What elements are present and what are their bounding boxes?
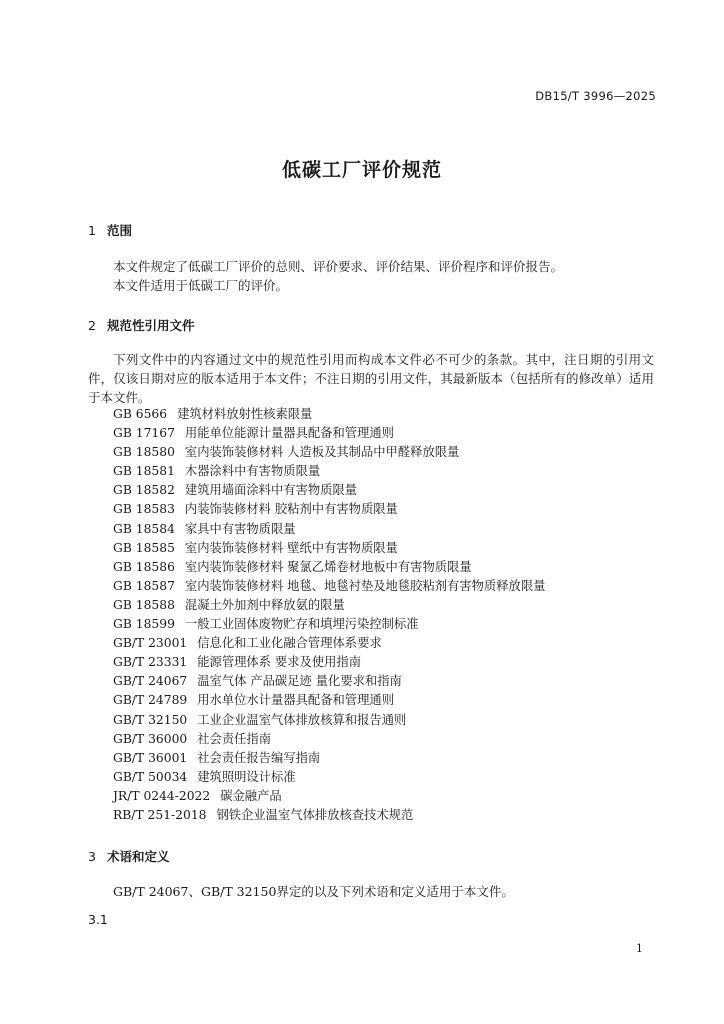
reference-code: GB 6566 [113,407,168,421]
reference-code: GB 18584 [113,521,175,536]
reference-title: 信息化和工业化融合管理体系要求 [197,636,382,651]
reference-item [113,615,545,634]
section-heading-terms [88,847,170,865]
reference-item [113,500,545,519]
reference-code: GB/T 23331 [113,655,188,670]
reference-item [113,577,545,596]
reference-code: GB/T 23001 [113,636,188,651]
reference-code: GB 18587 [113,578,175,593]
reference-title: 内装饰装修材料 胶粘剂中有害物质限量 [184,502,398,517]
reference-code: GB 17167 [113,426,175,441]
section-title: 规范性引用文件 [107,318,195,333]
reference-item [113,481,545,500]
reference-item [113,405,545,424]
reference-title: 建筑照明设计标准 [197,769,296,784]
reference-title: 木器涂料中有害物质限量 [184,464,321,479]
reference-code: GB/T 36001 [113,750,188,765]
terms-intro: GB/T 24067、GB/T 32150界定的以及下列术语和定义适用于本文件。 [113,884,514,899]
reference-code: GB 18583 [113,502,175,517]
normative-intro: 下列文件中的内容通过文中的规范性引用而构成本文件必不可少的条款。其中，注日期的引用文件，仅该日期对应的版本适用于本文件；不注日期的引用文件，其最新版本（包括所有的修改单）适用于本文件。 [88,352,654,405]
reference-item [113,443,545,462]
reference-code: GB 18588 [113,597,175,612]
reference-item [113,768,545,787]
reference-title: 建筑材料放射性核素限量 [177,407,313,421]
reference-item [113,806,545,825]
reference-title: 社会责任报告编写指南 [197,750,321,765]
reference-code: GB 18585 [113,540,175,555]
reference-title: 社会责任指南 [197,731,272,746]
reference-title: 室内装饰装修材料 聚氯乙烯卷材地板中有害物质限量 [184,559,472,574]
reference-code: GB 18581 [113,464,175,479]
standard-code: DB15/T 3996—2025 [535,89,656,103]
reference-item [113,634,545,653]
reference-item [113,558,545,577]
reference-item [113,539,545,558]
reference-code: GB/T 32150 [113,712,188,727]
reference-item [113,424,545,443]
reference-title: 能源管理体系 要求及使用指南 [197,655,362,670]
reference-title: 家具中有害物质限量 [184,521,296,536]
reference-title: 工业企业温室气体排放核算和报告通则 [197,712,407,727]
section-heading-normative [88,316,195,334]
reference-title: 温室气体 产品碳足迹 量化要求和指南 [197,674,402,689]
reference-item [113,711,545,730]
section-title: 范围 [107,223,133,238]
reference-item [113,653,545,672]
reference-code: GB/T 36000 [113,731,188,746]
section-number: 3 [88,849,96,864]
reference-title: 建筑用墙面涂料中有害物质限量 [184,483,358,498]
reference-title: 室内装饰装修材料 壁纸中有害物质限量 [184,540,398,555]
reference-code: GB/T 24067 [113,674,188,689]
reference-title: 钢铁企业温室气体排放核查技术规范 [216,807,414,822]
section-number: 2 [88,318,96,333]
reference-item [113,596,545,615]
reference-list [113,405,545,825]
reference-title: 碳金融产品 [220,788,282,803]
reference-code: GB 18599 [113,617,175,632]
reference-code: RB/T 251-2018 [113,807,207,822]
document-title: 低碳工厂评价规范 [281,159,442,181]
reference-item [113,520,545,539]
reference-item [113,462,545,481]
section-number: 1 [88,223,96,238]
reference-title: 混凝土外加剂中释放氨的限量 [184,597,345,612]
reference-title: 用水单位水计量器具配备和管理通则 [197,693,394,708]
reference-title: 一般工业固体废物贮存和填埋污染控制标准 [184,617,419,632]
section-heading-scope [88,221,132,239]
reference-code: GB 18580 [113,445,175,460]
reference-item [113,672,545,691]
reference-code: GB/T 50034 [113,769,188,784]
reference-title: 室内装饰装修材料 人造板及其制品中甲醛释放限量 [184,445,460,460]
reference-code: GB 18582 [113,483,175,498]
reference-code: GB 18586 [113,559,175,574]
subclause-number: 3.1 [88,912,108,927]
reference-code: GB/T 24789 [113,693,188,708]
reference-item [113,691,545,710]
reference-item [113,749,545,768]
reference-item [113,730,545,749]
scope-paragraph: 本文件规定了低碳工厂评价的总则、评价要求、评价结果、评价程序和评价报告。 [113,259,564,274]
reference-item [113,787,545,806]
reference-code: JR/T 0244-2022 [113,788,211,803]
scope-paragraph: 本文件适用于低碳工厂的评价。 [113,278,289,293]
reference-title: 室内装饰装修材料 地毯、地毯衬垫及地毯胶粘剂有害物质释放限量 [184,578,546,593]
page-number: 1 [636,942,643,955]
reference-title: 用能单位能源计量器具配备和管理通则 [184,426,394,441]
section-title: 术语和定义 [107,849,170,864]
